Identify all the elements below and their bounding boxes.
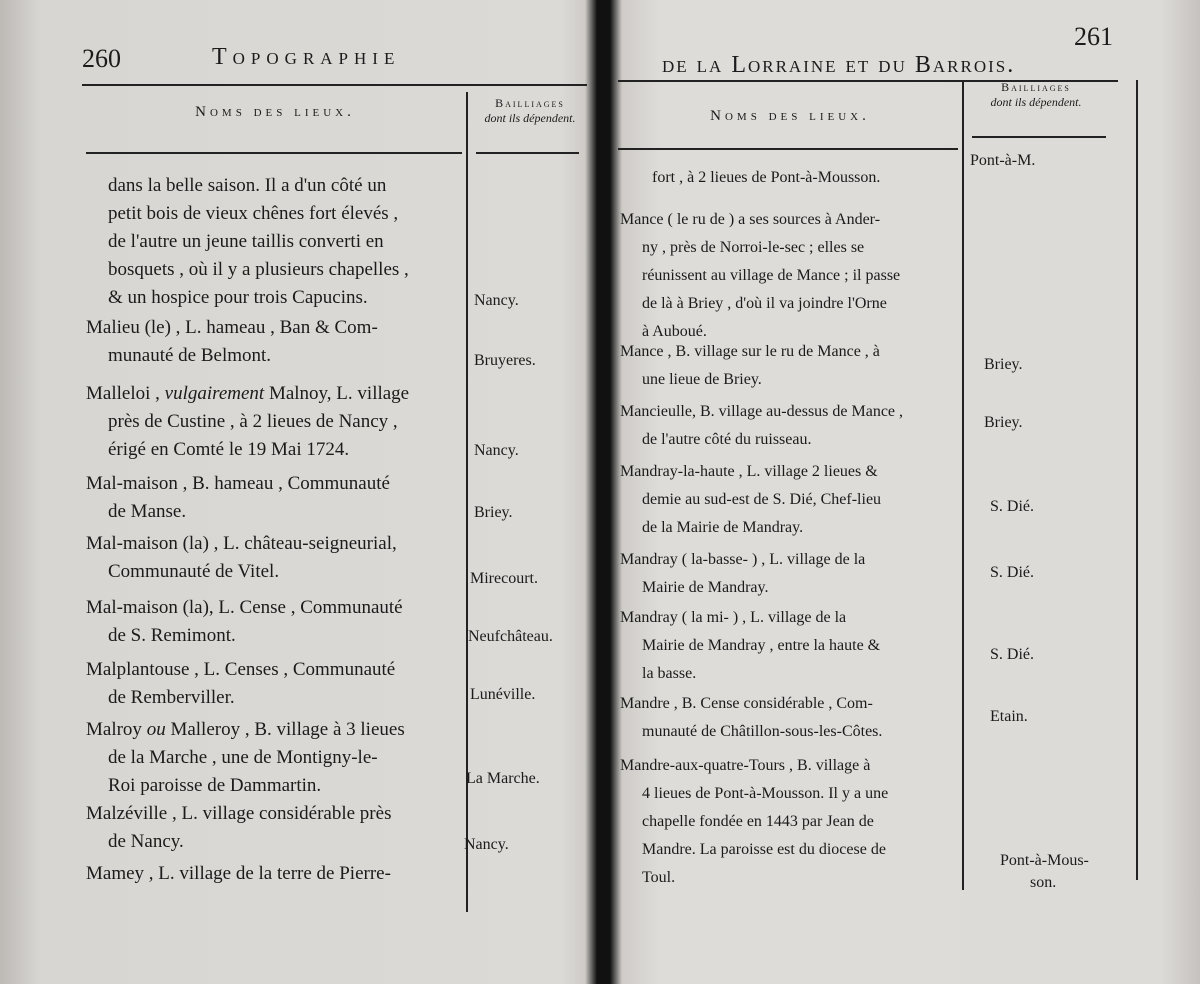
bailliage: Neufchâteau. xyxy=(468,628,553,645)
bailliage: Mirecourt. xyxy=(470,570,538,587)
entry: Malleloi , vulgairement Malnoy, L. village près de Custine , à 2 lieues de Nancy , érigé en Comté le 19 Mai 1724. xyxy=(86,383,410,460)
column-divider xyxy=(466,92,468,912)
entry: Mandre-aux-quatre-Tours , B. village à 4 lieues de Pont-à-Mousson. Il y a une chapelle fondée en 1443 par Jean de Mandre. La paroisse est du diocese de Toul. xyxy=(620,757,889,886)
entry: Mal-maison (la) , L. château-seigneurial, Communauté de Vitel. xyxy=(86,533,397,582)
entry: Malzéville , L. village considérable près de Nancy. xyxy=(86,803,392,852)
bailliage: S. Dié. xyxy=(990,498,1034,515)
running-title: Topographie xyxy=(212,44,401,70)
bailliage-head-line2: dont ils dépendent. xyxy=(990,95,1082,109)
entry: Mancieulle, B. village au-dessus de Mance , de l'autre côté du ruisseau. xyxy=(620,403,904,448)
column-rule-bailliage xyxy=(972,136,1106,138)
bailliage: S. Dié. xyxy=(990,564,1034,581)
bailliage: Nancy. xyxy=(474,442,519,459)
column-divider xyxy=(962,80,964,890)
bailliage: Nancy. xyxy=(474,292,519,309)
page-edge-rule xyxy=(1136,80,1138,880)
entry: Mal-maison (la), L. Cense , Communauté de S. Remimont. xyxy=(86,597,403,646)
bailliage-head-line1: Bailliages xyxy=(1001,80,1071,94)
header-rule xyxy=(82,84,587,86)
column-rule-names xyxy=(86,152,462,154)
page-number: 261 xyxy=(1074,22,1113,51)
column-head-bailliage xyxy=(966,80,1106,110)
bailliage-continued: son. xyxy=(1030,874,1057,891)
running-title: de la Lorraine et du Barrois. xyxy=(662,52,1016,78)
bailliage-head-line1: Bailliages xyxy=(495,96,565,110)
entry: fort , à 2 lieues de Pont-à-Mousson. xyxy=(652,169,881,186)
column-rule-names xyxy=(618,148,958,150)
entry: Malieu (le) , L. hameau , Ban & Com- munauté de Belmont. xyxy=(86,317,378,366)
bailliage: Etain. xyxy=(990,708,1028,725)
entry: Mandre , B. Cense considérable , Com- munauté de Châtillon-sous-les-Côtes. xyxy=(620,695,883,740)
entry: Mal-maison , B. hameau , Communauté de Manse. xyxy=(86,473,390,522)
entry: dans la belle saison. Il a d'un côté un petit bois de vieux chênes fort élevés , de l'autre un jeune taillis converti en bosquets , où il y a plusieurs chapelles , & un hospice pour trois Capucins. xyxy=(108,175,409,308)
left-page xyxy=(0,0,596,984)
column-head-bailliage xyxy=(470,96,590,126)
entry: Mandray ( la-basse- ) , L. village de la Mairie de Mandray. xyxy=(620,551,866,596)
bailliage: Briey. xyxy=(474,504,513,521)
entry: Mandray-la-haute , L. village 2 lieues & demie au sud-est de S. Dié, Chef-lieu de la Mairie de Mandray. xyxy=(620,463,882,536)
bailliage-head-line2: dont ils dépendent. xyxy=(484,111,576,125)
entry: Mandray ( la mi- ) , L. village de la Mairie de Mandray , entre la haute & la basse. xyxy=(620,609,881,682)
bailliage: Briey. xyxy=(984,356,1023,373)
column-rule-bailliage xyxy=(476,152,579,154)
bailliage: Pont-à-M. xyxy=(970,152,1036,169)
bailliage: Bruyeres. xyxy=(474,352,536,369)
entry: Mance ( le ru de ) a ses sources à Ander- ny , près de Norroi-le-sec ; elles se réunissent au village de Mance ; il passe de là à Briey , d'où il va joindre l'Orne à Auboué. xyxy=(620,211,901,340)
right-page xyxy=(610,0,1200,984)
page-number: 260 xyxy=(82,44,121,73)
entry: Malplantouse , L. Censes , Communauté de Remberviller. xyxy=(86,659,396,708)
bailliage: Pont-à-Mous- xyxy=(1000,852,1089,869)
bailliage: Lunéville. xyxy=(470,686,536,703)
column-head-names: Noms des lieux. xyxy=(710,108,870,124)
entry: Mamey , L. village de la terre de Pierre- xyxy=(86,863,391,884)
bailliage: S. Dié. xyxy=(990,646,1034,663)
bailliage: Briey. xyxy=(984,414,1023,431)
bailliage: Nancy. xyxy=(464,836,509,853)
entry: Malroy ou Malleroy , B. village à 3 lieues de la Marche , une de Montigny-le- Roi paroisse de Dammartin. xyxy=(86,719,405,796)
entry: Mance , B. village sur le ru de Mance , à une lieue de Briey. xyxy=(620,343,880,388)
column-head-names: Noms des lieux. xyxy=(195,104,355,120)
bailliage: La Marche. xyxy=(466,770,540,787)
